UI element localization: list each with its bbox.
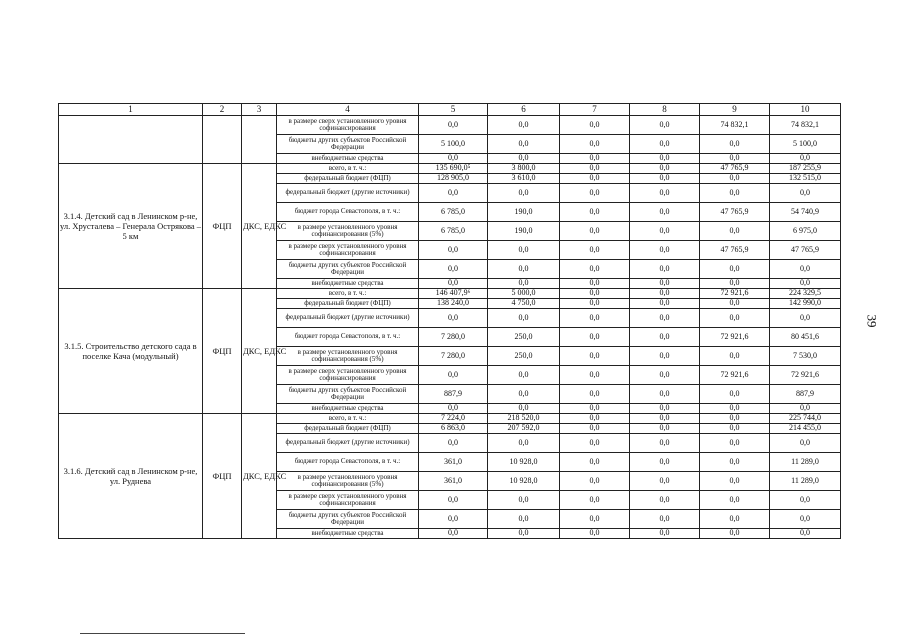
amount-cell: 47 765,9 [700,164,770,174]
amount-cell: 0,0 [560,347,630,366]
amount-cell: 0,0 [700,404,770,414]
amount-cell: 0,0 [770,279,841,289]
amount-cell: 0,0 [560,222,630,241]
amount-cell: 0,0 [700,434,770,453]
amount-cell: 0,0 [630,472,700,491]
amount-cell: 0,0 [700,154,770,164]
amount-cell: 0,0 [630,154,700,164]
amount-cell: 135 690,0⁵ [419,164,488,174]
amount-cell: 0,0 [560,424,630,434]
amount-cell: 0,0 [488,404,560,414]
amount-cell: 0,0 [419,434,488,453]
amount-cell: 0,0 [419,491,488,510]
amount-cell: 0,0 [630,116,700,135]
amount-cell: 128 905,0 [419,174,488,184]
amount-cell: 0,0 [488,434,560,453]
amount-cell: 47 765,9 [700,241,770,260]
amount-cell: 0,0 [630,309,700,328]
amount-cell: 0,0 [700,222,770,241]
amount-cell: 0,0 [630,347,700,366]
amount-cell: 0,0 [560,184,630,203]
amount-cell: 0,0 [700,260,770,279]
amount-cell: 0,0 [560,135,630,154]
amount-cell: 0,0 [488,309,560,328]
amount-cell: 0,0 [770,309,841,328]
amount-cell: 187 255,9 [770,164,841,174]
amount-cell: 0,0 [630,174,700,184]
amount-cell: 6 975,0 [770,222,841,241]
amount-cell: 10 928,0 [488,453,560,472]
funding-source-cell: в размере сверх установленного уровня софинансирования [277,366,419,385]
header-row [59,104,841,116]
amount-cell: 0,0 [630,385,700,404]
object-name-cell: 3.1.4. Детский сад в Ленинском р-не, ул. Хрусталева – Генерала Острякова – 5 км [59,164,203,289]
amount-cell: 0,0 [560,154,630,164]
amount-cell: 0,0 [630,424,700,434]
budget-table [58,103,841,539]
funding-source-cell: федеральный бюджет (ФЦП) [277,424,419,434]
amount-cell: 0,0 [419,309,488,328]
amount-cell: 7 280,0 [419,347,488,366]
amount-cell: 0,0 [560,453,630,472]
amount-cell: 0,0 [419,260,488,279]
amount-cell: 6 785,0 [419,222,488,241]
amount-cell: 0,0 [770,434,841,453]
funding-source-cell: федеральный бюджет (ФЦП) [277,174,419,184]
amount-cell: 0,0 [560,309,630,328]
table-row [59,116,841,135]
amount-cell: 0,0 [488,116,560,135]
amount-cell: 5 100,0 [419,135,488,154]
funding-source-cell: всего, в т. ч.: [277,289,419,299]
amount-cell: 72 921,6 [770,366,841,385]
funding-source-cell: бюджеты других субъектов Российской Федерации [277,135,419,154]
amount-cell: 224 329,5 [770,289,841,299]
amount-cell: 0,0 [630,299,700,309]
amount-cell: 0,0 [700,510,770,529]
amount-cell: 0,0 [770,529,841,539]
header-cell: 9 [700,104,770,116]
funding-source-cell: внебюджетные средства [277,154,419,164]
program-cell [203,116,242,164]
funding-source-cell: в размере установленного уровня софинансирования (5%) [277,347,419,366]
amount-cell: 0,0 [560,510,630,529]
amount-cell: 54 740,9 [770,203,841,222]
header-cell: 5 [419,104,488,116]
funding-source-cell: бюджеты других субъектов Российской Федерации [277,385,419,404]
amount-cell: 0,0 [560,385,630,404]
amount-cell: 6 785,0 [419,203,488,222]
amount-cell: 0,0 [700,529,770,539]
amount-cell: 0,0 [770,184,841,203]
funding-source-cell: внебюджетные средства [277,404,419,414]
amount-cell: 0,0 [700,414,770,424]
amount-cell: 207 592,0 [488,424,560,434]
amount-cell: 0,0 [488,241,560,260]
amount-cell: 0,0 [630,222,700,241]
amount-cell: 250,0 [488,328,560,347]
amount-cell: 7 224,0 [419,414,488,424]
amount-cell: 0,0 [560,414,630,424]
amount-cell: 0,0 [630,414,700,424]
amount-cell: 0,0 [700,309,770,328]
amount-cell: 0,0 [488,154,560,164]
header-cell: 2 [203,104,242,116]
amount-cell: 7 280,0 [419,328,488,347]
amount-cell: 11 289,0 [770,472,841,491]
executor-cell: ДКС, ЕДКС [242,414,277,539]
amount-cell: 138 240,0 [419,299,488,309]
amount-cell: 146 407,9⁶ [419,289,488,299]
executor-cell: ДКС, ЕДКС [242,289,277,414]
program-cell: ФЦП [203,164,242,289]
header-cell: 3 [242,104,277,116]
object-name-cell [59,116,203,164]
amount-cell: 10 928,0 [488,472,560,491]
funding-source-cell: внебюджетные средства [277,529,419,539]
program-cell: ФЦП [203,289,242,414]
funding-source-cell: федеральный бюджет (другие источники) [277,184,419,203]
amount-cell: 11 289,0 [770,453,841,472]
amount-cell: 361,0 [419,453,488,472]
amount-cell: 0,0 [630,328,700,347]
amount-cell: 0,0 [630,135,700,154]
amount-cell: 0,0 [419,366,488,385]
funding-source-cell: в размере сверх установленного уровня софинансирования [277,491,419,510]
funding-source-cell: в размере сверх установленного уровня софинансирования [277,241,419,260]
amount-cell: 0,0 [700,453,770,472]
amount-cell: 0,0 [560,404,630,414]
amount-cell: 0,0 [630,453,700,472]
amount-cell: 0,0 [560,491,630,510]
amount-cell: 0,0 [488,385,560,404]
table-row [59,164,841,174]
amount-cell: 0,0 [560,434,630,453]
amount-cell: 0,0 [560,366,630,385]
funding-source-cell: федеральный бюджет (ФЦП) [277,299,419,309]
header-cell: 1 [59,104,203,116]
amount-cell: 5 100,0 [770,135,841,154]
amount-cell: 72 921,6 [700,289,770,299]
executor-cell [242,116,277,164]
amount-cell: 0,0 [770,154,841,164]
amount-cell: 190,0 [488,203,560,222]
amount-cell: 132 515,0 [770,174,841,184]
amount-cell: 0,0 [560,116,630,135]
funding-source-cell: в размере установленного уровня софинансирования (5%) [277,472,419,491]
executor-cell: ДКС, ЕДКС [242,164,277,289]
amount-cell: 0,0 [630,510,700,529]
funding-source-cell: внебюджетные средства [277,279,419,289]
funding-source-cell: бюджет города Севастополя, в т. ч.: [277,203,419,222]
amount-cell: 7 530,0 [770,347,841,366]
table-row [59,414,841,424]
amount-cell: 218 520,0 [488,414,560,424]
amount-cell: 0,0 [630,203,700,222]
amount-cell: 0,0 [630,491,700,510]
amount-cell: 0,0 [560,260,630,279]
funding-source-cell: в размере сверх установленного уровня софинансирования [277,116,419,135]
header-cell: 10 [770,104,841,116]
amount-cell: 0,0 [700,184,770,203]
amount-cell: 6 863,0 [419,424,488,434]
amount-cell: 0,0 [488,135,560,154]
amount-cell: 0,0 [560,299,630,309]
amount-cell: 3 800,0 [488,164,560,174]
funding-source-cell: бюджеты других субъектов Российской Федерации [277,260,419,279]
amount-cell: 0,0 [419,241,488,260]
amount-cell: 5 000,0 [488,289,560,299]
header-cell: 6 [488,104,560,116]
amount-cell: 0,0 [488,366,560,385]
amount-cell: 0,0 [630,164,700,174]
amount-cell: 0,0 [419,116,488,135]
amount-cell: 0,0 [630,184,700,203]
amount-cell: 0,0 [630,289,700,299]
amount-cell: 250,0 [488,347,560,366]
amount-cell: 0,0 [560,328,630,347]
funding-source-cell: всего, в т. ч.: [277,414,419,424]
header-cell: 8 [630,104,700,116]
amount-cell: 0,0 [488,510,560,529]
amount-cell: 0,0 [630,404,700,414]
amount-cell: 0,0 [770,404,841,414]
amount-cell: 0,0 [630,366,700,385]
amount-cell: 0,0 [488,184,560,203]
amount-cell: 0,0 [770,260,841,279]
amount-cell: 0,0 [560,174,630,184]
amount-cell: 0,0 [488,279,560,289]
amount-cell: 0,0 [560,529,630,539]
amount-cell: 0,0 [560,279,630,289]
amount-cell: 0,0 [419,529,488,539]
amount-cell: 0,0 [700,472,770,491]
funding-source-cell: бюджеты других субъектов Российской Федерации [277,510,419,529]
amount-cell: 0,0 [419,404,488,414]
amount-cell: 887,9 [419,385,488,404]
funding-source-cell: всего, в т. ч.: [277,164,419,174]
amount-cell: 0,0 [560,289,630,299]
funding-source-cell: бюджет города Севастополя, в т. ч.: [277,453,419,472]
amount-cell: 0,0 [560,164,630,174]
amount-cell: 0,0 [700,299,770,309]
funding-source-cell: бюджет города Севастополя, в т. ч.: [277,328,419,347]
amount-cell: 0,0 [630,241,700,260]
amount-cell: 887,9 [770,385,841,404]
header-cell: 7 [560,104,630,116]
amount-cell: 0,0 [700,347,770,366]
amount-cell: 0,0 [488,260,560,279]
amount-cell: 0,0 [419,279,488,289]
program-cell: ФЦП [203,414,242,539]
amount-cell: 0,0 [700,279,770,289]
amount-cell: 225 744,0 [770,414,841,424]
footnote-divider [80,633,245,634]
amount-cell: 0,0 [488,529,560,539]
amount-cell: 0,0 [770,491,841,510]
amount-cell: 47 765,9 [770,241,841,260]
amount-cell: 0,0 [630,279,700,289]
object-name-cell: 3.1.6. Детский сад в Ленинском р-не, ул. Руднева [59,414,203,539]
table-row [59,289,841,299]
object-name-cell: 3.1.5. Строительство детского сада в поселке Кача (модульный) [59,289,203,414]
amount-cell: 0,0 [630,529,700,539]
amount-cell: 0,0 [700,491,770,510]
amount-cell: 74 832,1 [700,116,770,135]
amount-cell: 0,0 [419,184,488,203]
funding-source-cell: федеральный бюджет (другие источники) [277,434,419,453]
amount-cell: 0,0 [700,424,770,434]
amount-cell: 0,0 [700,135,770,154]
page-number: 39 [864,314,880,328]
amount-cell: 0,0 [700,174,770,184]
amount-cell: 0,0 [700,385,770,404]
amount-cell: 74 832,1 [770,116,841,135]
amount-cell: 72 921,6 [700,366,770,385]
funding-source-cell: в размере установленного уровня софинансирования (5%) [277,222,419,241]
amount-cell: 0,0 [630,260,700,279]
amount-cell: 47 765,9 [700,203,770,222]
amount-cell: 72 921,6 [700,328,770,347]
amount-cell: 4 750,0 [488,299,560,309]
amount-cell: 361,0 [419,472,488,491]
amount-cell: 0,0 [630,434,700,453]
funding-source-cell: федеральный бюджет (другие источники) [277,309,419,328]
amount-cell: 0,0 [770,510,841,529]
amount-cell: 142 990,0 [770,299,841,309]
amount-cell: 190,0 [488,222,560,241]
header-cell: 4 [277,104,419,116]
amount-cell: 0,0 [560,203,630,222]
amount-cell: 3 610,0 [488,174,560,184]
amount-cell: 0,0 [488,491,560,510]
amount-cell: 0,0 [419,510,488,529]
amount-cell: 0,0 [419,154,488,164]
amount-cell: 214 455,0 [770,424,841,434]
amount-cell: 80 451,6 [770,328,841,347]
amount-cell: 0,0 [560,472,630,491]
amount-cell: 0,0 [560,241,630,260]
